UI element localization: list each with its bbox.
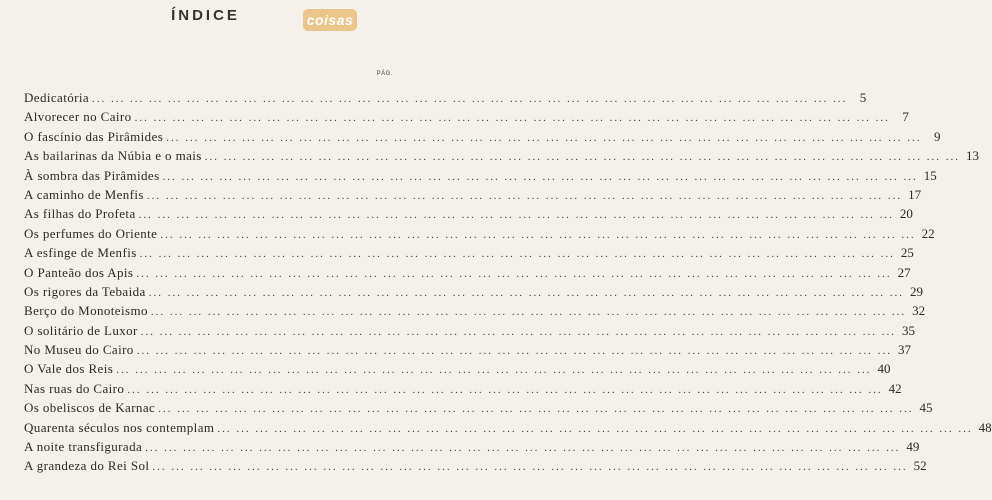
toc-entry	[24, 418, 992, 437]
toc-entry-page: 45	[919, 400, 933, 416]
toc-entry-title: A grandeza do Rei Sol	[24, 458, 150, 474]
toc-entry-page: 40	[877, 361, 891, 377]
toc-entry-page: 27	[897, 264, 911, 280]
toc-entry-page: 9	[933, 128, 941, 144]
toc-entry	[24, 166, 937, 185]
dot-leader: ... ... ... ... ... ... ... ... ... ... ... ... ... ... ... ... ... ... ... ... ... ... ... ... ... ... ... ... ... ... ... ... ... ... ... ... ... ... ... ...	[162, 170, 918, 183]
toc-entry-title: Os rigores da Tebaida	[24, 283, 146, 299]
watermark-text: coisas	[306, 12, 354, 28]
toc-entry-title: Os obeliscos de Karnac	[24, 400, 156, 416]
toc-entry	[24, 456, 927, 475]
toc-entry-title: Os perfumes do Oriente	[24, 225, 158, 241]
toc-entry-title: Nas ruas do Cairo	[24, 380, 125, 396]
dot-leader: ... ... ... ... ... ... ... ... ... ... ... ... ... ... ... ... ... ... ... ... ... ... ... ... ... ... ... ... ... ... ... ... ... ... ... ... ... ... ... ...	[116, 364, 872, 377]
toc-entry	[24, 301, 926, 320]
toc-entry	[24, 107, 909, 126]
toc-entry-page: 29	[909, 283, 923, 299]
toc-entry-title: A esfinge de Menfis	[24, 245, 137, 261]
toc-entry-page: 25	[900, 245, 914, 261]
dot-leader: ... ... ... ... ... ... ... ... ... ... ... ... ... ... ... ... ... ... ... ... ... ... ... ... ... ... ... ... ... ... ... ... ... ... ... ... ... ... ... ...	[145, 442, 901, 455]
dot-leader: ... ... ... ... ... ... ... ... ... ... ... ... ... ... ... ... ... ... ... ... ... ... ... ... ... ... ... ... ... ... ... ... ... ... ... ... ... ... ... ...	[136, 267, 892, 280]
dot-leader: ... ... ... ... ... ... ... ... ... ... ... ... ... ... ... ... ... ... ... ... ... ... ... ... ... ... ... ... ... ... ... ... ... ... ... ... ... ... ... ...	[217, 422, 973, 435]
toc-entry-title: Alvorecer no Cairo	[24, 109, 132, 125]
toc-entry-title: A noite transfigurada	[24, 439, 143, 455]
dot-leader: ... ... ... ... ... ... ... ... ... ... ... ... ... ... ... ... ... ... ... ... ... ... ... ... ... ... ... ... ... ... ... ... ... ... ... ... ... ... ... ...	[138, 209, 894, 222]
toc-entry-title: À sombra das Pirâmides	[24, 167, 160, 183]
toc-entry	[24, 379, 902, 398]
dot-leader: ... ... ... ... ... ... ... ... ... ... ... ... ... ... ... ... ... ... ... ... ... ... ... ... ... ... ... ... ... ... ... ... ... ... ... ... ... ... ... ...	[148, 286, 904, 299]
dot-leader: ... ... ... ... ... ... ... ... ... ... ... ... ... ... ... ... ... ... ... ... ... ... ... ... ... ... ... ... ... ... ... ... ... ... ... ... ... ... ... ...	[139, 248, 895, 261]
dot-leader: ... ... ... ... ... ... ... ... ... ... ... ... ... ... ... ... ... ... ... ... ... ... ... ... ... ... ... ... ... ... ... ... ... ... ... ... ... ... ... ...	[160, 228, 916, 241]
toc-entry-page: 32	[912, 303, 926, 319]
toc-entry-page: 7	[902, 109, 909, 125]
toc-entry	[24, 263, 911, 282]
toc-entry	[24, 398, 933, 417]
toc-entry-page: 17	[908, 186, 922, 202]
toc-entry	[24, 340, 911, 359]
toc-entry-page: 22	[921, 225, 935, 241]
toc-entry-page: 20	[899, 206, 913, 222]
toc-entry	[24, 321, 916, 340]
toc-entry-title: Quarenta séculos nos contemplam	[24, 419, 215, 435]
toc-entry	[24, 359, 891, 378]
dot-leader: ... ... ... ... ... ... ... ... ... ... ... ... ... ... ... ... ... ... ... ... ... ... ... ... ... ... ... ... ... ... ... ... ... ... ... ... ... ... ... ...	[150, 306, 907, 319]
toc-entry-title: As filhas do Profeta	[24, 206, 136, 222]
toc-entry-title: A caminho de Menfis	[24, 186, 144, 202]
toc-entry	[24, 127, 941, 146]
toc-entry-title: O solitário de Luxor	[24, 322, 138, 338]
toc-entry-title: As bailarinas da Núbia e o mais	[24, 148, 202, 164]
toc-entry	[24, 282, 923, 301]
dot-leader: ... ... ... ... ... ... ... ... ... ... ... ... ... ... ... ... ... ... ... ... ... ... ... ... ... ... ... ... ... ... ... ... ... ... ... ... ... ... ... ...	[158, 403, 914, 416]
toc-entry-page: 48	[978, 419, 992, 435]
toc-entry-title: O Panteão dos Apis	[24, 264, 134, 280]
toc-entry-title: O fascínio das Pirâmides	[24, 128, 164, 144]
dot-leader: ... ... ... ... ... ... ... ... ... ... ... ... ... ... ... ... ... ... ... ... ... ... ... ... ... ... ... ... ... ... ... ... ... ... ... ... ... ... ... ...	[140, 325, 897, 338]
dot-leader: ... ... ... ... ... ... ... ... ... ... ... ... ... ... ... ... ... ... ... ... ... ... ... ... ... ... ... ... ... ... ... ... ... ... ... ... ... ... ... ...	[134, 112, 890, 125]
toc-entry	[24, 243, 914, 262]
toc-entry-title: Berço do Monoteismo	[24, 303, 148, 319]
watermark-logo	[303, 9, 357, 31]
toc-entry-page: 35	[902, 322, 916, 338]
toc-entry-page: 42	[888, 380, 902, 396]
dot-leader: ... ... ... ... ... ... ... ... ... ... ... ... ... ... ... ... ... ... ... ... ... ... ... ... ... ... ... ... ... ... ... ... ... ... ... ... ... ... ... ...	[204, 151, 960, 164]
toc-entry-page: 52	[913, 458, 927, 474]
table-of-contents	[24, 88, 992, 476]
toc-entry-title: Dedicatória	[24, 90, 90, 105]
toc-entry	[24, 204, 913, 223]
dot-leader: ... ... ... ... ... ... ... ... ... ... ... ... ... ... ... ... ... ... ... ... ... ... ... ... ... ... ... ... ... ... ... ... ... ... ... ... ... ... ... ...	[146, 189, 903, 202]
dot-leader: ... ... ... ... ... ... ... ... ... ... ... ... ... ... ... ... ... ... ... ... ... ... ... ... ... ... ... ... ... ... ... ... ... ... ... ... ... ... ... ...	[166, 131, 922, 144]
toc-entry-page: 13	[966, 148, 979, 164]
dot-leader: ... ... ... ... ... ... ... ... ... ... ... ... ... ... ... ... ... ... ... ... ... ... ... ... ... ... ... ... ... ... ... ... ... ... ... ... ... ... ... ...	[92, 93, 848, 105]
toc-entry	[24, 437, 920, 456]
toc-entry	[24, 185, 922, 204]
toc-entry-page: 15	[923, 167, 937, 183]
dot-leader: ... ... ... ... ... ... ... ... ... ... ... ... ... ... ... ... ... ... ... ... ... ... ... ... ... ... ... ... ... ... ... ... ... ... ... ... ... ... ... ...	[152, 461, 908, 474]
toc-entry-page: 5	[859, 90, 867, 105]
toc-entry-title: O Vale dos Reis	[24, 361, 114, 377]
toc-entry	[24, 224, 935, 243]
page-title: ÍNDICE	[171, 7, 240, 24]
toc-entry-page: 37	[897, 342, 911, 358]
dot-leader: ... ... ... ... ... ... ... ... ... ... ... ... ... ... ... ... ... ... ... ... ... ... ... ... ... ... ... ... ... ... ... ... ... ... ... ... ... ... ... ...	[136, 345, 892, 358]
dot-leader: ... ... ... ... ... ... ... ... ... ... ... ... ... ... ... ... ... ... ... ... ... ... ... ... ... ... ... ... ... ... ... ... ... ... ... ... ... ... ... ...	[127, 383, 883, 396]
toc-entry-page: 49	[906, 439, 920, 455]
toc-entry	[24, 88, 867, 107]
toc-entry	[24, 146, 979, 165]
page-column-label: PÁG.	[376, 71, 393, 77]
toc-entry-title: No Museu do Cairo	[24, 342, 134, 358]
